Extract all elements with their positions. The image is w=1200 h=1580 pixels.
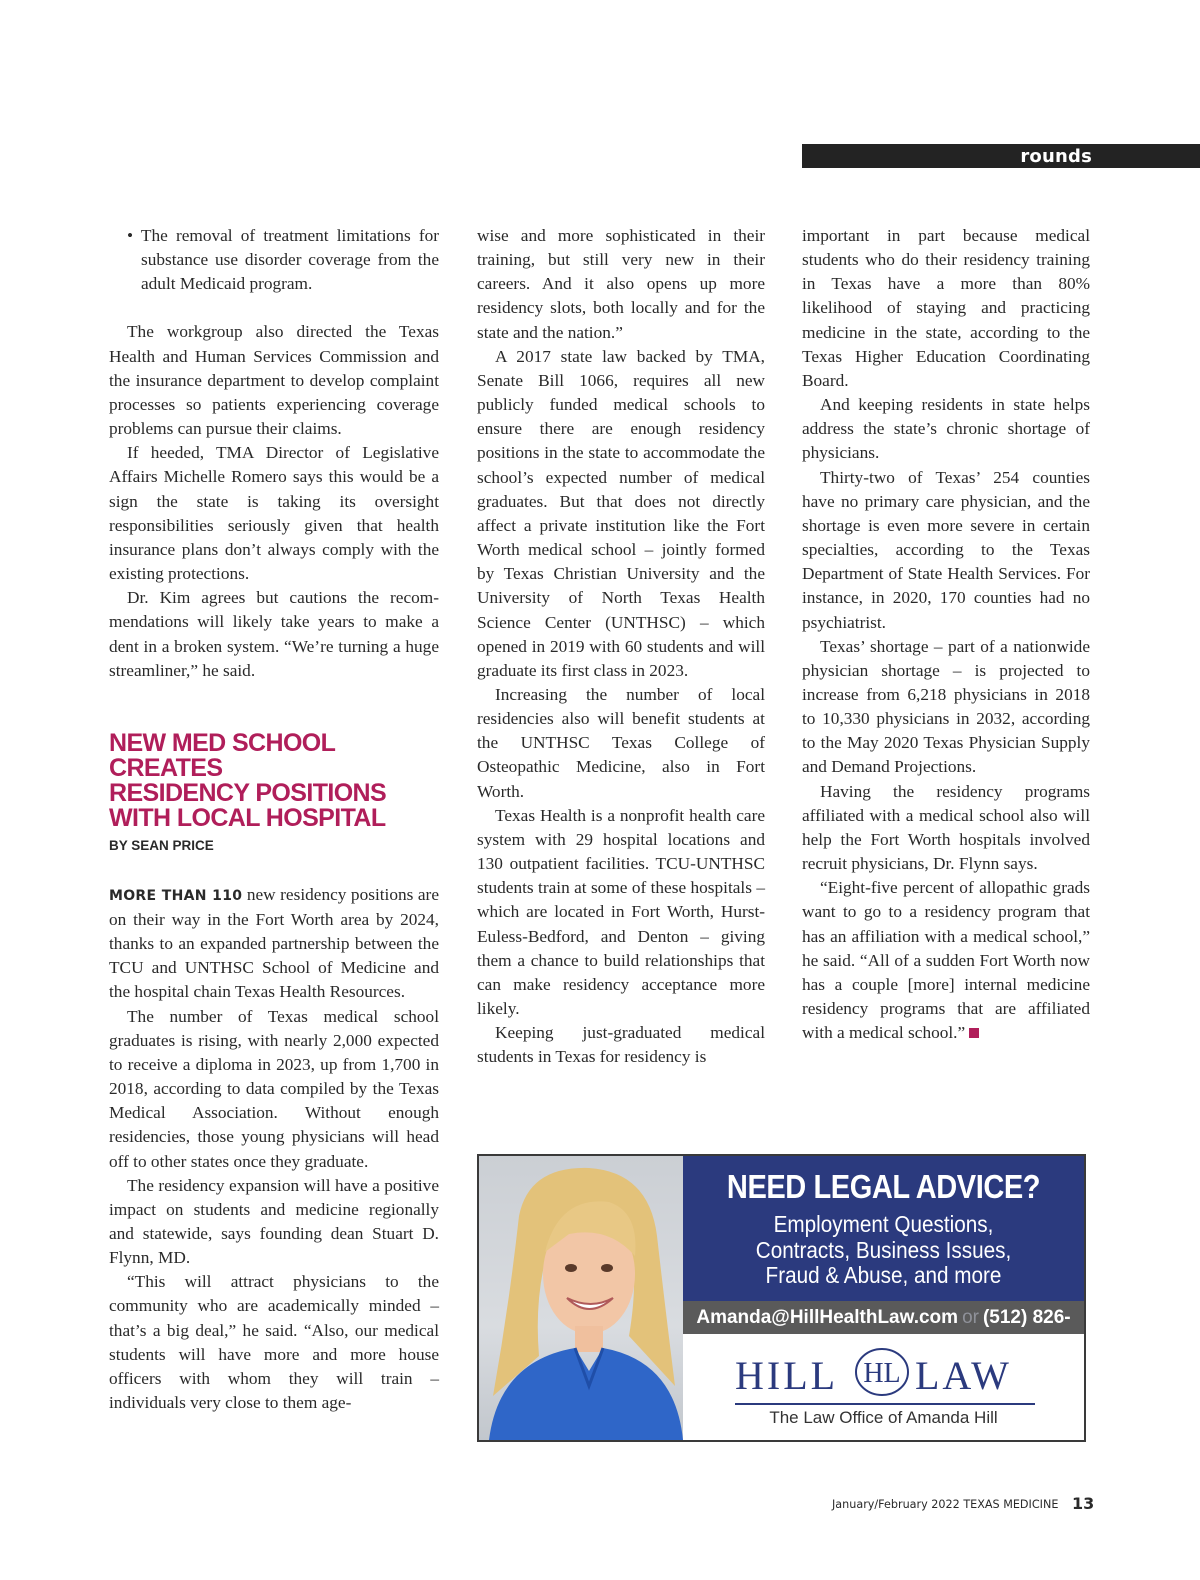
logo-word-right: LAW [915,1353,1012,1398]
ad-contact-bar [683,1301,1084,1361]
lead-text: new residency positions are on their way in the Fort Worth area by 2024, thanks to an expanded partnership between the TCU and UNTHSC School of Medicine and the hospital chain Texas Health Resources. [109,884,439,1002]
article-headline [109,728,439,832]
paragraph: important in part because medical students who do their residency training in Texas have a more than 80% likelihood of staying and practicing medicine in the state, according to the Texas Higher Education Coordinating Board. [802,226,1090,390]
paragraph: If heeded, TMA Director of Legislative Affairs Michelle Romero says this would be a sign the state is taking its oversight responsibilities seriously given that health insurance plans don’t always comply with the existing protections. [109,443,439,584]
end-mark-icon [969,1028,979,1038]
bullet-item: • The removal of treatment limitations for substance use disorder coverage from the adult Medicaid program. [127,226,439,294]
lead-in: MORE THAN 110 [109,887,243,904]
headline-line: RESIDENCY POSITIONS [109,778,387,807]
ad-or-text: or [962,1307,979,1328]
ad-title: NEED LEGAL ADVICE? [726,1168,1041,1205]
portrait-illustration [479,1156,683,1440]
ad-service-line: Contracts, Business Issues, [755,1236,1012,1263]
legal-advertisement[interactable] [477,1154,1086,1442]
ad-email-link[interactable]: Amanda@HillHealthLaw.com [696,1307,959,1328]
hill-law-logo [683,1334,1084,1440]
ad-service-line: Employment Questions, [773,1211,994,1237]
paragraph: Increasing the number of local residencies also will benefit students at the UNTHSC Texas College of Osteopathic Medicine, also in Fort Worth. [477,684,765,801]
section-tag: rounds [1020,146,1092,167]
paragraph: “This will attract physicians to the community who are academically minded – that’s a big deal,” he said. “Also, our medical students will have more and more house officers with whom they will train – individuals very close to them age- [109,1272,439,1413]
paragraph: Keeping just-graduated medical students in Texas for residency is [477,1023,765,1067]
ad-phone-link[interactable]: (512) 826-1007 [862,1307,1071,1361]
closing-text: “Eight-five percent of allopathic grads want to go to a residency program that has an affiliation with a medical school,” he said. “All of a sudden Fort Worth now has a couple [more] internal medicine residency programs that are affiliated with a medical school.” [802,878,1090,1043]
ad-headline-panel [683,1156,1084,1301]
headline-line: WITH LOCAL HOSPITAL [109,803,386,832]
column-2 [477,224,765,1069]
paragraph: A 2017 state law backed by TMA, Senate Bill 1066, requires all new publicly funded medical schools to ensure there are enough residency positions in the state to accommodate the school’s expected number of medical graduates. But that does not directly affect a private institution like the Fort Worth medical school – jointly formed by Texas Christian University and the University of North Texas Health Science Center (UNTHSC) – which opened in 2019 with 60 students and will graduate its first class in 2023. [477,346,765,680]
paragraph: Dr. Kim agrees but cautions the recommendations will likely take years to make a dent in a broken system. “We’re turning a huge streamliner,” he said. [109,588,439,680]
byline: BY SEAN PRICE [109,837,214,853]
paragraph: The number of Texas medical school graduates is rising, with nearly 2,000 expected to receive a diploma in 2023, up from 1,700 in 2018, according to data compiled by the Texas Medical Association. Without enough residencies, those young physicians will head off to other states once they graduate. [109,1006,439,1171]
headline-line: NEW MED SCHOOL CREATES [109,728,335,782]
issue-footer: January/February 2022 TEXAS MEDICINE [832,1498,1059,1511]
paragraph: Having the residency programs affiliated with a medical school also will help the Fort Worth hospitals involved recruit physicians, Dr. Flynn says. [802,781,1090,874]
advertiser-photo [479,1156,683,1440]
ad-tagline: The Law Office of Amanda Hill [769,1408,998,1427]
paragraph: Texas Health is a nonprofit health care system with 29 hospital locations and 130 outpatient facilities. TCU-UNTHSC students train at some of these hospitals – which are located in Fort Worth, Hurst-Euless-Bedford, and Denton – giving them a chance to build relationships that can make residency acceptance more likely. [477,805,765,1018]
page-number: 13 [1072,1494,1095,1513]
logo-word-left: HILL [735,1353,839,1398]
paragraph: Thirty-two of Texas’ 254 counties have no primary care physician, and the shortage is even more severe in certain specialties, according to the Texas Department of State Health Services. For instance, in 2020, 170 counties had no psychiatrist. [802,467,1090,632]
paragraph: The workgroup also directed the Texas Health and Human Services Commission and the insurance department to develop complaint processes so patients experiencing coverage problems can pursue their claims. [109,322,439,439]
paragraph [802,876,1090,1045]
paragraph: And keeping residents in state helps address the state’s chronic shortage of physicians. [802,395,1090,463]
column-1 [109,224,439,1415]
ad-service-line: Fraud & Abuse, and more [765,1262,1002,1288]
ad-services [703,1212,1064,1289]
paragraph: Texas’ shortage – part of a nationwide physician shortage – is projected to increase from 6,218 physicians in 2018 to 10,330 physicians in 2032, according to the May 2020 Texas Physician Supply and Demand Projections. [802,636,1090,777]
svg-text:HL: HL [863,1358,901,1389]
logo-rule [735,1403,1035,1405]
column-3 [802,224,1090,1045]
lead-paragraph [109,883,439,1005]
paragraph: The residency expansion will have a positive impact on students and medicine regionally and statewide, says founding dean Stuart D. Flynn, MD. [109,1175,439,1268]
monogram-icon [853,1346,911,1398]
paragraph: wise and more sophisticated in their training, but still very new in their careers. And it also opens up more residency slots, both locally and for the state and the nation.” [477,226,765,342]
section-tag-bar [802,144,1200,168]
